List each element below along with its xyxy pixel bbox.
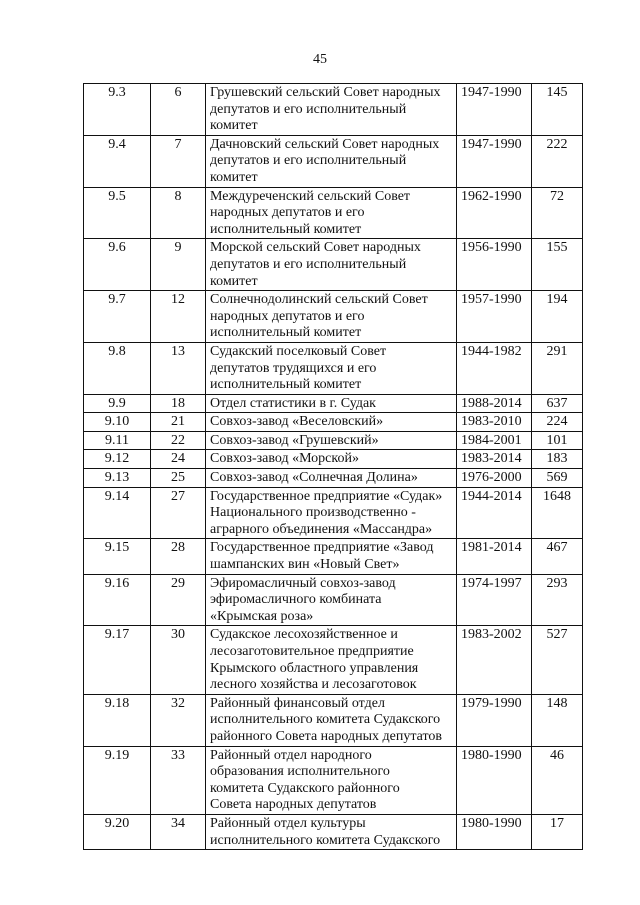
- fund-title-line: эфиромасличного комбината: [210, 592, 382, 608]
- fund-title-line: районного Совета народных депутатов: [210, 728, 443, 744]
- table-row: [84, 814, 583, 849]
- row-number-cell: 9.9: [84, 394, 151, 413]
- fund-title-line: Морской сельский Совет народных: [210, 240, 421, 256]
- fund-number-cell: 21: [151, 413, 206, 432]
- row-number-cell: 9.13: [84, 469, 151, 488]
- date-range-cell: 1979-1990: [457, 694, 532, 746]
- fund-number-cell: 29: [151, 574, 206, 626]
- fund-title-line: Отдел статистики в г. Судак: [210, 395, 376, 411]
- fund-title-line: Совхоз-завод «Веселовский»: [210, 414, 384, 430]
- table-row: [84, 239, 583, 291]
- row-number-cell: 9.11: [84, 431, 151, 450]
- table-row: [84, 84, 583, 136]
- fund-title-line: образования исполнительного: [210, 764, 390, 780]
- file-count-cell: 467: [532, 539, 583, 574]
- fund-title-line: исполнительного комитета Судакского: [210, 712, 441, 728]
- table-row: [84, 694, 583, 746]
- table-row: [84, 626, 583, 694]
- archive-fund-table: [83, 83, 583, 850]
- fund-number-cell: 32: [151, 694, 206, 746]
- row-number-cell: 9.8: [84, 342, 151, 394]
- file-count-cell: 1648: [532, 487, 583, 539]
- fund-title-line: Судакское лесохозяйственное и: [210, 627, 398, 643]
- fund-title-line: «Крымская роза»: [210, 608, 314, 624]
- fund-number-cell: 22: [151, 431, 206, 450]
- fund-title-cell: [206, 469, 457, 488]
- date-range-cell: 1983-2014: [457, 450, 532, 469]
- date-range-cell: 1944-1982: [457, 342, 532, 394]
- fund-title-cell: [206, 394, 457, 413]
- fund-title-line: Крымского областного управления: [210, 660, 419, 676]
- fund-title-line: исполнительного комитета Судакского: [210, 832, 441, 848]
- fund-number-cell: 13: [151, 342, 206, 394]
- fund-title-line: комитет: [210, 273, 258, 289]
- date-range-cell: 1944-2014: [457, 487, 532, 539]
- row-number-cell: 9.5: [84, 187, 151, 239]
- file-count-cell: 145: [532, 84, 583, 136]
- fund-title-cell: [206, 187, 457, 239]
- fund-title-cell: [206, 413, 457, 432]
- fund-number-cell: 28: [151, 539, 206, 574]
- date-range-cell: 1976-2000: [457, 469, 532, 488]
- fund-number-cell: 30: [151, 626, 206, 694]
- file-count-cell: 569: [532, 469, 583, 488]
- fund-title-cell: [206, 342, 457, 394]
- table-row: [84, 574, 583, 626]
- fund-number-cell: 12: [151, 291, 206, 343]
- fund-number-cell: 9: [151, 239, 206, 291]
- fund-title-line: народных депутатов и его: [210, 205, 365, 221]
- row-number-cell: 9.19: [84, 746, 151, 814]
- date-range-cell: 1983-2002: [457, 626, 532, 694]
- fund-title-line: народных депутатов и его: [210, 308, 365, 324]
- row-number-cell: 9.7: [84, 291, 151, 343]
- fund-title-line: Дачновский сельский Совет народных: [210, 136, 440, 152]
- fund-title-line: Совхоз-завод «Грушевский»: [210, 432, 379, 448]
- date-range-cell: 1947-1990: [457, 135, 532, 187]
- fund-title-line: Районный отдел культуры: [210, 815, 366, 831]
- fund-title-line: депутатов и его исполнительный: [210, 153, 407, 169]
- table-row: [84, 746, 583, 814]
- file-count-cell: 17: [532, 814, 583, 849]
- row-number-cell: 9.3: [84, 84, 151, 136]
- date-range-cell: 1957-1990: [457, 291, 532, 343]
- table-row: [84, 291, 583, 343]
- fund-title-line: Государственное предприятие «Судак»: [210, 488, 443, 504]
- fund-title-line: комитета Судакского районного: [210, 780, 400, 796]
- file-count-cell: 183: [532, 450, 583, 469]
- file-count-cell: 194: [532, 291, 583, 343]
- fund-title-cell: [206, 574, 457, 626]
- file-count-cell: 293: [532, 574, 583, 626]
- fund-title-line: Районный финансовый отдел: [210, 695, 385, 711]
- fund-number-cell: 34: [151, 814, 206, 849]
- file-count-cell: 224: [532, 413, 583, 432]
- fund-title-line: комитет: [210, 118, 258, 134]
- fund-title-cell: [206, 539, 457, 574]
- file-count-cell: 222: [532, 135, 583, 187]
- fund-title-cell: [206, 239, 457, 291]
- row-number-cell: 9.15: [84, 539, 151, 574]
- fund-title-line: Грушевский сельский Совет народных: [210, 85, 441, 100]
- file-count-cell: 637: [532, 394, 583, 413]
- date-range-cell: 1980-1990: [457, 746, 532, 814]
- fund-title-line: депутатов трудящихся и его: [210, 360, 377, 376]
- table-row: [84, 413, 583, 432]
- fund-title-line: исполнительный комитет: [210, 325, 362, 341]
- table-row: [84, 135, 583, 187]
- fund-title-line: Судакский поселковый Совет: [210, 343, 387, 359]
- table-body: [84, 84, 583, 850]
- table-row: [84, 342, 583, 394]
- fund-title-line: Совхоз-завод «Солнечная Долина»: [210, 470, 418, 486]
- fund-number-cell: 25: [151, 469, 206, 488]
- fund-title-cell: [206, 694, 457, 746]
- file-count-cell: 72: [532, 187, 583, 239]
- fund-number-cell: 33: [151, 746, 206, 814]
- fund-title-line: исполнительный комитет: [210, 377, 362, 393]
- fund-number-cell: 6: [151, 84, 206, 136]
- fund-title-line: Междуреченский сельский Совет: [210, 188, 411, 204]
- fund-title-line: аграрного объединения «Массандра»: [210, 521, 433, 537]
- fund-title-cell: [206, 626, 457, 694]
- fund-number-cell: 7: [151, 135, 206, 187]
- date-range-cell: 1974-1997: [457, 574, 532, 626]
- fund-title-cell: [206, 291, 457, 343]
- file-count-cell: 155: [532, 239, 583, 291]
- date-range-cell: 1947-1990: [457, 84, 532, 136]
- row-number-cell: 9.18: [84, 694, 151, 746]
- fund-title-cell: [206, 746, 457, 814]
- table-row: [84, 487, 583, 539]
- file-count-cell: 46: [532, 746, 583, 814]
- fund-title-line: лесного хозяйства и лесозаготовок: [210, 677, 417, 693]
- fund-title-line: лесозаготовительное предприятие: [210, 644, 414, 659]
- row-number-cell: 9.12: [84, 450, 151, 469]
- fund-title-line: Солнечнодолинский сельский Совет: [210, 292, 428, 308]
- row-number-cell: 9.17: [84, 626, 151, 694]
- date-range-cell: 1980-1990: [457, 814, 532, 849]
- page-number: 45: [313, 52, 327, 67]
- fund-title-line: комитет: [210, 169, 258, 185]
- date-range-cell: 1962-1990: [457, 187, 532, 239]
- fund-title-line: Совета народных депутатов: [210, 797, 377, 813]
- file-count-cell: 291: [532, 342, 583, 394]
- fund-number-cell: 18: [151, 394, 206, 413]
- row-number-cell: 9.14: [84, 487, 151, 539]
- table-row: [84, 394, 583, 413]
- fund-title-line: Совхоз-завод «Морской»: [210, 451, 359, 467]
- fund-title-line: Районный отдел народного: [210, 747, 372, 763]
- date-range-cell: 1981-2014: [457, 539, 532, 574]
- date-range-cell: 1984-2001: [457, 431, 532, 450]
- fund-title-line: депутатов и его исполнительный: [210, 256, 407, 272]
- date-range-cell: 1988-2014: [457, 394, 532, 413]
- row-number-cell: 9.16: [84, 574, 151, 626]
- fund-number-cell: 24: [151, 450, 206, 469]
- table-row: [84, 431, 583, 450]
- fund-title-cell: [206, 84, 457, 136]
- fund-title-line: шампанских вин «Новый Свет»: [210, 557, 400, 573]
- fund-title-line: депутатов и его исполнительный: [210, 101, 407, 117]
- file-count-cell: 527: [532, 626, 583, 694]
- table-row: [84, 539, 583, 574]
- fund-title-line: исполнительный комитет: [210, 221, 362, 237]
- file-count-cell: 148: [532, 694, 583, 746]
- fund-title-cell: [206, 135, 457, 187]
- fund-title-cell: [206, 431, 457, 450]
- table-row: [84, 469, 583, 488]
- date-range-cell: 1983-2010: [457, 413, 532, 432]
- fund-title-cell: [206, 487, 457, 539]
- fund-title-line: Государственное предприятие «Завод: [210, 540, 434, 556]
- fund-number-cell: 8: [151, 187, 206, 239]
- fund-title-line: Эфиромасличный совхоз-завод: [210, 575, 396, 591]
- fund-title-cell: [206, 814, 457, 849]
- table-row: [84, 187, 583, 239]
- row-number-cell: 9.20: [84, 814, 151, 849]
- row-number-cell: 9.4: [84, 135, 151, 187]
- date-range-cell: 1956-1990: [457, 239, 532, 291]
- fund-number-cell: 27: [151, 487, 206, 539]
- fund-title-line: Национального производственно -: [210, 505, 416, 521]
- table-row: [84, 450, 583, 469]
- row-number-cell: 9.10: [84, 413, 151, 432]
- row-number-cell: 9.6: [84, 239, 151, 291]
- file-count-cell: 101: [532, 431, 583, 450]
- fund-title-cell: [206, 450, 457, 469]
